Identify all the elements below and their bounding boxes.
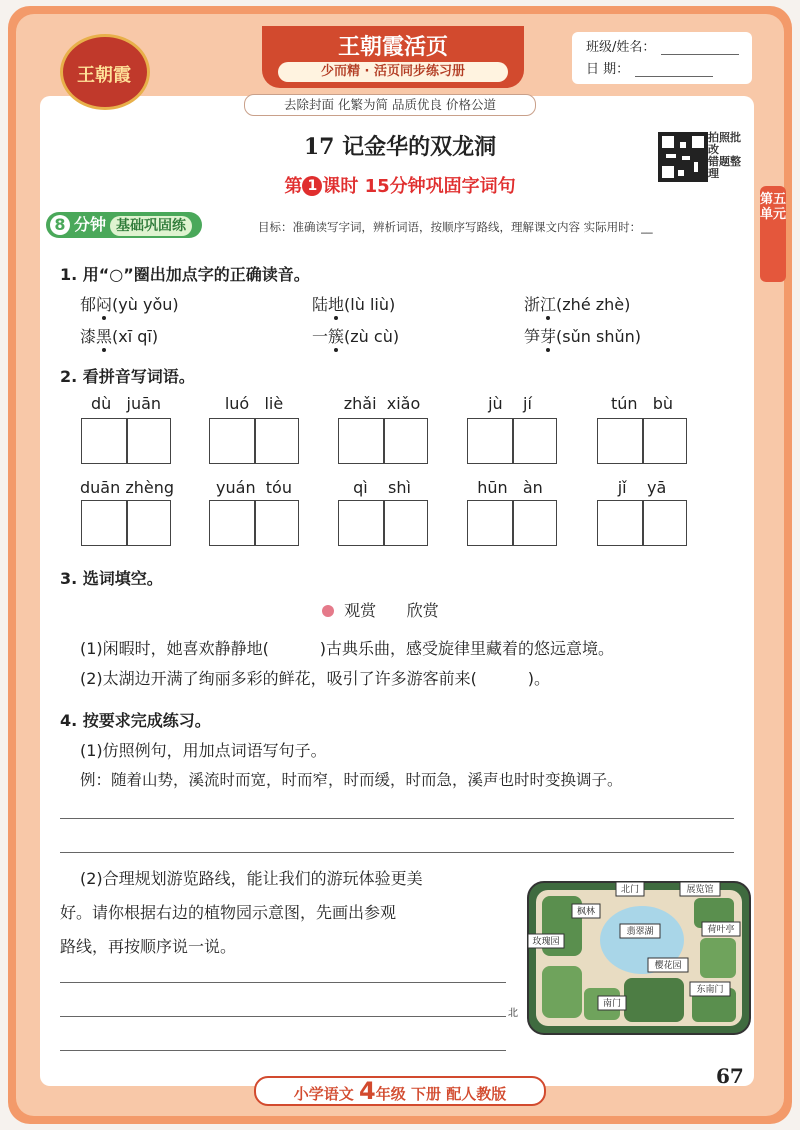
lesson-number: 1 [302,176,322,196]
date-row [586,60,713,80]
map-cherry: 樱花园 [654,961,682,971]
q4-part2-line2: 好。请你根据右边的植物园示意图，先画出参观 [60,903,397,922]
write-box[interactable] [467,418,557,464]
unit-side-tab: 第五单元 [760,186,786,282]
page-number: 67 [716,1064,744,1088]
q4-part2-line3: 路线，再按顺序说一说。 [60,937,237,956]
q4-part1: (1)仿照例句，用加点词语写句子。 [80,741,327,760]
footer-grade: 年级 [375,1085,406,1103]
q1-item: 浙江(zhé zhè) [524,295,631,314]
brand-subtitle: 少而精 · 活页同步练习册 [278,62,508,82]
student-info-box [572,32,752,84]
q4-example: 例：随着山势，溪流时而宽，时而窄，时而缓，时而急，溪声也时时变换调子。 [80,771,623,789]
q2-heading: 2. 看拼音写词语。 [60,367,195,386]
q1-item: 漆黑(xī qī) [80,327,159,346]
write-box[interactable] [338,500,428,546]
learning-goal: 目标：准确读写字词，辨析词语，按顺序写路线，理解课文内容 实际用时：__ [258,220,653,234]
minutes-number: 8 [50,215,70,235]
time-badge [46,212,202,238]
write-box[interactable] [209,418,299,464]
answer-line[interactable] [60,1050,506,1051]
map-south-gate: 南门 [602,999,622,1009]
write-box[interactable] [338,418,428,464]
q1-item: 郁闷(yù yǒu) [80,295,179,314]
slogan: 去除封面 化繁为简 品质优良 价格公道 [244,94,536,116]
write-box[interactable] [597,418,687,464]
pinyin-label: yuán tóu [216,478,292,497]
qr-code-icon[interactable] [658,132,708,182]
class-name-field[interactable] [661,40,739,55]
pinyin-label: jǐ yā [617,478,667,497]
write-box[interactable] [81,500,171,546]
q3-sentence-2: (2)太湖边开满了绚丽多彩的鲜花，吸引了许多游客前来( )。 [80,669,551,688]
map-hall: 展览馆 [686,885,714,895]
q4-heading: 4. 按要求完成练习。 [60,711,211,730]
pinyin-label: hūn àn [477,478,543,497]
map-rose: 玫瑰园 [532,937,560,947]
map-lotus: 荷叶亭 [707,925,735,935]
answer-line[interactable] [60,982,506,983]
footer-edition: 配人教版 [446,1085,507,1103]
footer-subject: 小学语文 [293,1085,354,1103]
write-box[interactable] [81,418,171,464]
footer-banner [254,1076,546,1106]
answer-line[interactable] [60,852,734,853]
pinyin-label: jù jí [488,394,532,413]
q1-item: 陆地(lù liù) [312,295,396,314]
minutes-unit: 分钟 [74,215,107,234]
lesson-pre: 第 [284,176,303,197]
q4-part2-line1: (2)合理规划游览路线，能让我们的游玩体验更美 [80,869,423,888]
write-box[interactable] [209,500,299,546]
pinyin-label: tún bù [610,394,674,413]
pinyin-label: zhǎi xiǎo [343,394,421,413]
map-se-gate: 东南门 [696,985,724,995]
brand-logo [60,34,150,110]
brand-name: 王朝霞活页 [337,34,448,60]
q3-sentence-1: (1)闲暇时，她喜欢静静地( )古典乐曲，感受旋律里藏着的悠远意境。 [80,639,615,658]
q1-heading: 1. 用“○”圈出加点字的正确读音。 [60,265,310,284]
write-box[interactable] [467,500,557,546]
map-lake: 翡翠湖 [626,927,654,937]
date-field[interactable] [635,62,713,77]
badge-label: 基础巩固练 [110,216,192,236]
answer-line[interactable] [60,1016,506,1017]
class-name-label: 班级/姓名： [586,40,656,55]
pinyin-label: dù juān [90,394,162,413]
lesson-post: 课时 15分钟巩固字词句 [322,176,516,197]
north-arrow: 北 [508,1008,518,1019]
lesson-title: 17 记金华的双龙洞 [303,134,497,160]
qr-caption: 拍照批改 错题整理 [708,131,741,180]
pinyin-label: luó liè [224,394,284,413]
footer-grade-number: 4 [359,1077,376,1105]
q1-item: 笋芽(sǔn shǔn) [524,327,641,346]
write-box[interactable] [597,500,687,546]
q3-heading: 3. 选词填空。 [60,569,163,588]
class-name-row [586,38,739,58]
logo-text: 王朝霞 [77,65,131,86]
pinyin-label: duān zhèng [80,478,175,497]
word-choices-text: 观赏 欣赏 [344,601,439,620]
pinyin-label: qì shì [353,478,411,497]
flower-icon [322,605,334,617]
answer-line[interactable] [60,818,734,819]
footer-book: 下册 [410,1085,441,1103]
brand-banner [262,26,524,88]
garden-map[interactable] [524,878,754,1038]
q1-item: 一簇(zù cù) [312,327,400,346]
date-label: 日 期： [586,62,630,77]
map-maple: 枫林 [576,907,596,917]
word-choices [322,598,439,621]
map-north-gate: 北门 [620,885,640,895]
